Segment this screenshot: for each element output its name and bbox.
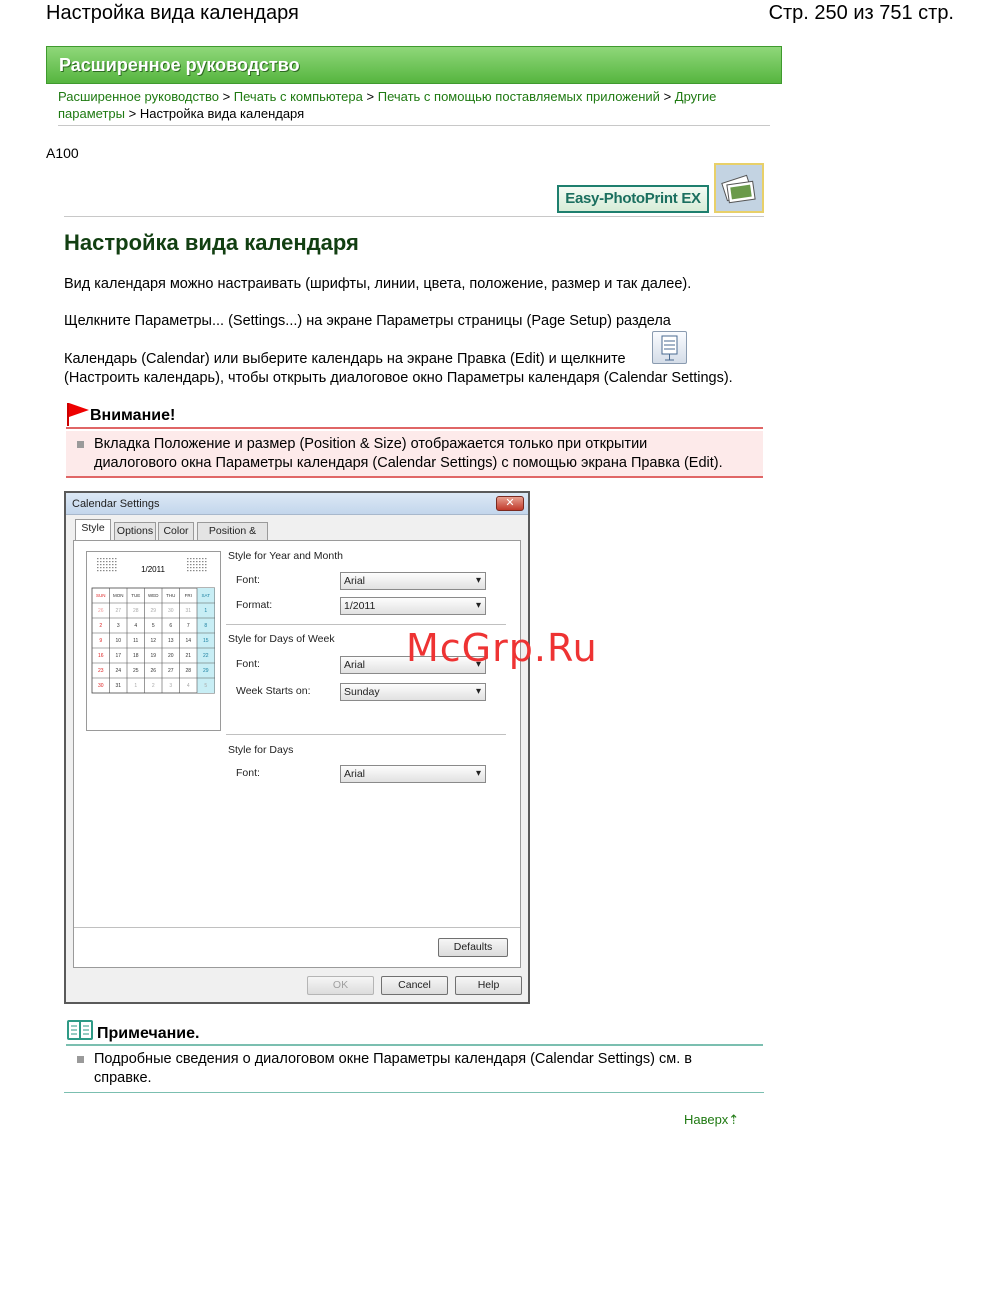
preview-mini-dot xyxy=(199,561,201,562)
preview-mini-dot xyxy=(109,558,111,559)
page-title: Настройка вида календаря xyxy=(64,230,359,255)
font-label: Font: xyxy=(236,574,260,586)
paragraph-intro: Вид календаря можно настраивать (шрифты, линии, цвета, положение, размер и так далее). xyxy=(64,276,692,292)
preview-date: 20 xyxy=(167,653,174,659)
week-starts-select[interactable]: Sunday ▾ xyxy=(340,683,486,701)
preview-mini-dot xyxy=(103,567,105,568)
preview-mini-dot xyxy=(109,561,111,562)
preview-date: 29 xyxy=(150,608,157,614)
preview-day-header: WED xyxy=(148,593,159,598)
preview-mini-dot xyxy=(109,570,111,571)
divider xyxy=(64,216,764,217)
preview-date: 8 xyxy=(204,623,208,629)
preview-mini-dot xyxy=(187,564,189,565)
preview-mini-dot xyxy=(196,564,198,565)
tab-style[interactable]: Style xyxy=(75,519,111,541)
preview-date: 17 xyxy=(115,653,122,659)
preview-mini-dot xyxy=(109,567,111,568)
cancel-button[interactable]: Cancel xyxy=(381,976,448,995)
divider xyxy=(64,1092,764,1093)
preview-day-header: THU xyxy=(166,593,176,598)
preview-date: 31 xyxy=(185,608,192,614)
preview-date: 2 xyxy=(99,623,103,629)
preview-mini-dot xyxy=(103,558,105,559)
preview-date: 28 xyxy=(185,668,192,674)
preview-mini-dot xyxy=(199,567,201,568)
preview-date: 11 xyxy=(133,638,139,644)
preview-day-header: TUE xyxy=(131,593,141,598)
preview-mini-dot xyxy=(205,558,207,559)
days-font-select[interactable]: Arial ▾ xyxy=(340,765,486,783)
preview-mini-dot xyxy=(202,567,204,568)
note-line: Подробные сведения о диалоговом окне Параметры календаря (Calendar Settings) см. в xyxy=(94,1051,692,1067)
preview-mini-dot xyxy=(187,570,189,571)
watermark: McGrp.Ru xyxy=(406,626,598,670)
year-month-font-select[interactable]: Arial ▾ xyxy=(340,572,486,590)
tab-position-size[interactable]: Position & xyxy=(197,522,268,540)
preview-mini-dot xyxy=(187,558,189,559)
preview-date: 12 xyxy=(150,638,157,644)
warning-line: диалогового окна Параметры календаря (Calendar Settings) с помощью экрана Правка (Edit). xyxy=(94,455,723,471)
preview-date: 13 xyxy=(167,638,174,644)
preview-date: 19 xyxy=(150,653,157,659)
preview-date: 1 xyxy=(204,608,208,614)
preview-mini-dot xyxy=(112,558,114,559)
preview-date: 4 xyxy=(134,623,138,629)
preview-day-header: FRI xyxy=(184,593,192,598)
preview-mini-dot xyxy=(193,564,195,565)
preview-date: 27 xyxy=(115,608,122,614)
paragraph-settings: Щелкните Параметры... (Settings...) на экране Параметры страницы (Page Setup) раздела xyxy=(64,313,671,329)
preview-mini-dot xyxy=(202,561,204,562)
breadcrumb-separator: > xyxy=(128,106,137,121)
preview-mini-dot xyxy=(193,567,195,568)
preview-date: 24 xyxy=(115,668,122,674)
preview-mini-dot xyxy=(109,564,111,565)
preview-date: 6 xyxy=(169,623,173,629)
preview-mini-dot xyxy=(205,561,207,562)
preview-date: 29 xyxy=(202,668,209,674)
preview-mini-dot xyxy=(100,558,102,559)
dialog-title: Calendar Settings xyxy=(72,498,160,510)
section-heading-year-month: Style for Year and Month xyxy=(228,550,343,562)
preview-mini-dot xyxy=(199,570,201,571)
preview-mini-dot xyxy=(100,561,102,562)
style-panel xyxy=(73,540,521,968)
preview-date: 27 xyxy=(167,668,174,674)
preview-mini-dot xyxy=(196,561,198,562)
preview-date: 30 xyxy=(97,683,104,689)
help-button[interactable]: Help xyxy=(455,976,522,995)
warning-line: Вкладка Положение и размер (Position & Size) отображается только при открытии xyxy=(94,436,648,452)
preview-date: 26 xyxy=(150,668,157,674)
preview-date: 31 xyxy=(115,683,122,689)
preview-mini-dot xyxy=(190,567,192,568)
preview-mini-dot xyxy=(106,561,108,562)
preview-mini-dot xyxy=(190,561,192,562)
close-icon[interactable]: ✕ xyxy=(496,496,524,511)
calendar-preview xyxy=(86,551,221,731)
preview-mini-dot xyxy=(112,564,114,565)
section-banner xyxy=(46,46,782,84)
preview-mini-dot xyxy=(115,561,117,562)
breadcrumb-link-printing-from-computer[interactable]: Печать с компьютера xyxy=(233,89,363,104)
preview-mini-dot xyxy=(97,561,99,562)
warning-title: Внимание! xyxy=(90,407,176,424)
note-line: справке. xyxy=(94,1070,152,1086)
preview-mini-dot xyxy=(205,570,207,571)
calendar-settings-dialog xyxy=(64,491,530,1004)
page-header-title: Настройка вида календаря xyxy=(46,2,299,24)
preview-mini-dot xyxy=(100,564,102,565)
customize-calendar-icon[interactable] xyxy=(652,331,687,364)
preview-month-label: 1/2011 xyxy=(141,565,165,574)
section-heading-days-of-week: Style for Days of Week xyxy=(228,633,335,645)
preview-date: 3 xyxy=(169,683,173,689)
preview-mini-dot xyxy=(97,564,99,565)
preview-date: 25 xyxy=(132,668,139,674)
open-book-icon xyxy=(66,1019,94,1041)
font-label: Font: xyxy=(236,658,260,670)
preview-mini-dot xyxy=(193,558,195,559)
breadcrumb-link-other-settings[interactable]: Другие параметры xyxy=(58,89,717,121)
preview-mini-dot xyxy=(115,570,117,571)
preview-mini-dot xyxy=(202,558,204,559)
breadcrumb xyxy=(58,88,782,122)
preview-mini-dot xyxy=(196,567,198,568)
preview-date: 30 xyxy=(167,608,174,614)
breadcrumb-separator: > xyxy=(366,89,375,104)
preview-mini-dot xyxy=(196,570,198,571)
preview-mini-dot xyxy=(187,561,189,562)
format-label: Format: xyxy=(236,599,273,611)
preview-mini-dot xyxy=(97,570,99,571)
warning-text xyxy=(94,435,723,473)
preview-date: 1 xyxy=(134,683,138,689)
preview-mini-dot xyxy=(103,561,105,562)
preview-date: 2 xyxy=(151,683,155,689)
preview-mini-dot xyxy=(193,570,195,571)
preview-mini-dot xyxy=(103,564,105,565)
back-to-top-link[interactable] xyxy=(684,1112,739,1128)
paragraph-calendar-cont: (Настроить календарь), чтобы открыть диалоговое окно Параметры календаря (Calendar Settings). xyxy=(64,370,733,386)
paragraph-calendar: Календарь (Calendar) или выберите календарь на экране Правка (Edit) и щелкните xyxy=(64,351,626,367)
preview-mini-dot xyxy=(205,567,207,568)
section-divider xyxy=(226,624,506,625)
bullet-icon xyxy=(77,441,84,448)
preview-mini-dot xyxy=(112,570,114,571)
red-flag-icon xyxy=(66,401,90,427)
preview-date: 3 xyxy=(116,623,120,629)
preview-date: 7 xyxy=(186,623,190,629)
breadcrumb-link-bundled-apps[interactable]: Печать с помощью поставляемых приложений xyxy=(377,89,660,104)
preview-mini-dot xyxy=(106,558,108,559)
warning-heading xyxy=(66,401,763,429)
preview-mini-dot xyxy=(196,558,198,559)
preview-date: 15 xyxy=(202,638,209,644)
section-divider xyxy=(226,734,506,735)
preview-mini-dot xyxy=(115,558,117,559)
note-title: Примечание. xyxy=(97,1025,200,1042)
preview-mini-dot xyxy=(97,558,99,559)
back-to-top-label: Наверх xyxy=(684,1112,729,1127)
banner-label: Расширенное руководство xyxy=(59,55,300,75)
preview-mini-dot xyxy=(100,567,102,568)
note-text xyxy=(94,1050,744,1088)
easy-photoprint-logo xyxy=(557,185,709,213)
logo-text: Easy-PhotoPrint EX xyxy=(565,190,701,207)
preview-date: 5 xyxy=(151,623,155,629)
preview-date: 23 xyxy=(97,668,104,674)
bullet-icon xyxy=(77,1056,84,1063)
preview-mini-dot xyxy=(190,570,192,571)
year-month-format-select[interactable]: 1/2011 ▾ xyxy=(340,597,486,615)
ok-button[interactable]: OK xyxy=(307,976,374,995)
preview-day-header: SAT xyxy=(201,593,210,598)
tab-color[interactable]: Color xyxy=(158,522,194,540)
days-of-week-font-select[interactable]: Arial ▾ xyxy=(340,656,486,674)
panel-divider xyxy=(74,927,520,928)
divider xyxy=(58,125,770,126)
preview-date: 9 xyxy=(99,638,103,644)
preview-date: 14 xyxy=(185,638,192,644)
preview-mini-dot xyxy=(202,564,204,565)
preview-mini-dot xyxy=(190,558,192,559)
breadcrumb-current: Настройка вида календаря xyxy=(139,106,305,121)
preview-mini-dot xyxy=(193,561,195,562)
preview-day-header: SUN xyxy=(95,593,106,598)
preview-date: 28 xyxy=(132,608,139,614)
section-heading-days: Style for Days xyxy=(228,744,294,756)
preview-date: 16 xyxy=(97,653,104,659)
preview-date: 18 xyxy=(132,653,139,659)
preview-mini-dot xyxy=(115,567,117,568)
defaults-button[interactable]: Defaults xyxy=(438,938,508,957)
preview-mini-dot xyxy=(106,567,108,568)
preview-mini-dot xyxy=(187,567,189,568)
preview-mini-dot xyxy=(106,570,108,571)
preview-day-header: MON xyxy=(113,593,124,598)
preview-mini-dot xyxy=(199,558,201,559)
preview-date: 21 xyxy=(185,653,192,659)
font-label: Font: xyxy=(236,767,260,779)
preview-mini-dot xyxy=(190,564,192,565)
page-counter: Стр. 250 из 751 стр. xyxy=(768,2,954,24)
preview-mini-dot xyxy=(100,570,102,571)
preview-mini-dot xyxy=(202,570,204,571)
preview-mini-dot xyxy=(106,564,108,565)
week-starts-label: Week Starts on: xyxy=(236,685,311,697)
warning-box xyxy=(66,431,763,478)
photos-stack-icon xyxy=(714,163,764,213)
preview-date: 22 xyxy=(202,653,209,659)
dialog-titlebar xyxy=(66,493,528,515)
preview-mini-dot xyxy=(97,567,99,568)
arrow-up-icon: ⇡ xyxy=(728,1112,740,1127)
preview-date: 10 xyxy=(115,638,122,644)
calendar-preview-grid xyxy=(87,552,220,730)
preview-mini-dot xyxy=(112,567,114,568)
note-heading xyxy=(66,1018,763,1046)
preview-mini-dot xyxy=(115,564,117,565)
breadcrumb-separator: > xyxy=(663,89,672,104)
preview-date: 4 xyxy=(186,683,190,689)
tab-options[interactable]: Options xyxy=(114,522,156,540)
breadcrumb-link-advanced-guide[interactable]: Расширенное руководство xyxy=(58,89,219,104)
preview-mini-dot xyxy=(112,561,114,562)
preview-date: 5 xyxy=(204,683,208,689)
preview-mini-dot xyxy=(103,570,105,571)
preview-mini-dot xyxy=(205,564,207,565)
preview-mini-dot xyxy=(199,564,201,565)
breadcrumb-separator: > xyxy=(222,89,231,104)
model-label: A100 xyxy=(46,145,79,161)
preview-date: 26 xyxy=(97,608,104,614)
